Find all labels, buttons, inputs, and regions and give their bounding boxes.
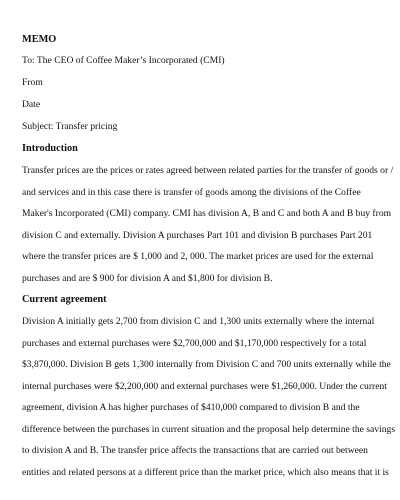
paragraph-line: difference between the purchases in current situation and the proposal help determine the savings (22, 423, 396, 435)
memo-date-line: Date (22, 99, 41, 110)
paragraph-line: division C and externally. Division A purchases Part 101 and division B purchases Part 201 (22, 229, 373, 241)
paragraph-line: and services and in this case there is transfer of goods among the divisions of the Coffee (22, 186, 361, 198)
paragraph-line: purchases and are $ 900 for division A and $1,800 for division B. (22, 272, 273, 284)
memo-date-row (22, 98, 384, 111)
memo-title-row (22, 33, 384, 46)
section-introduction-heading-row (22, 142, 384, 155)
paragraph-line: where the transfer prices are $ 1,000 and 2, 000. The market prices are used for the external (22, 251, 374, 262)
paragraph-line: $3,870,000. Division B gets 1,300 internally from Division C and 700 units externally while the (22, 359, 391, 370)
memo-from-row (22, 76, 384, 89)
memo-document (22, 33, 396, 487)
paragraph-line: agreement, division A has higher purchases of $410,000 compared to division B and the (22, 402, 360, 413)
memo-subject-line: Subject: Transfer pricing (22, 121, 118, 132)
introduction-paragraph (22, 164, 394, 293)
memo-to-row (22, 54, 384, 67)
paragraph-line: internal purchases were $2,200,000 and external purchases were $1,260,000. Under the current (22, 380, 387, 392)
paragraph-line: entities and related persons at a different price than the market price, which also means that it is (22, 466, 389, 478)
memo-title: MEMO (22, 34, 57, 45)
paragraph-line: Transfer prices are the prices or rates agreed between related parties for the transfer of goods or / (22, 165, 394, 176)
current-agreement-paragraph (22, 315, 396, 487)
memo-to-line: To: The CEO of Coffee Maker’s Incorporated (CMI) (22, 55, 225, 66)
paragraph-line: Maker's Incorporated (CMI) company. CMI has division A, B and C and both A and B buy from (22, 208, 392, 219)
memo-subject-row (22, 120, 384, 133)
paragraph-line: purchases and external purchases were $2,700,000 and $1,170,000 respectively for a total (22, 337, 367, 349)
section-heading-current-agreement: Current agreement (22, 294, 107, 305)
paragraph-line: Division A initially gets 2,700 from division C and 1,300 units externally where the internal (22, 316, 375, 327)
section-heading-introduction: Introduction (22, 143, 78, 154)
section-current-agreement-heading-row (22, 293, 384, 306)
paragraph-line: to division A and B. The transfer price affects the transactions that are carried out between (22, 445, 368, 456)
memo-from-line: From (22, 77, 43, 88)
